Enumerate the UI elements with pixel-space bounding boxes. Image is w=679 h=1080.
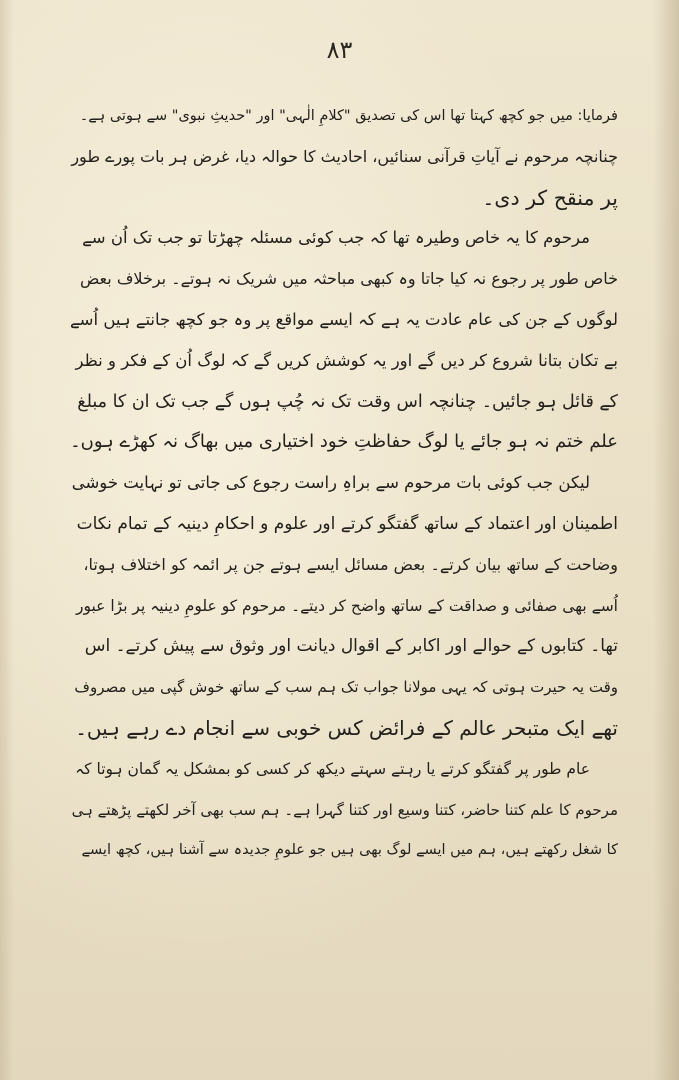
text-line: اُسے بھی صفائی و صداقت کے ساتھ واضح کر دیتے۔ مرحوم کو علومِ دینیہ پر بڑا عبور	[75, 596, 618, 615]
text-line: بے تکان بتانا شروع کر دیں گے اور یہ کوشش کریں گے کہ لوگ اُن کے فکر و نظر	[75, 350, 618, 370]
text-line: اطمینان اور اعتماد کے ساتھ گفتگو کرتے اور علوم و احکامِ دینیہ کے تمام نکات	[76, 513, 618, 534]
text-line: خاص طور پر رجوع نہ کیا جاتا وہ کبھی مباحثہ میں شریک نہ ہوتے۔ برخلاف بعض	[79, 269, 618, 289]
text-line: فرمایا: میں جو کچھ کہتا تھا اس کی تصدیق "کلامِ الٰہی" اور "حدیثِ نبوی" سے ہوتی ہے۔	[79, 108, 618, 124]
text-line: وقت یہ حیرت ہوتی کہ یہی مولانا جواب تک ہم سب کے ساتھ خوش گپی میں مصروف	[74, 678, 618, 697]
text-line: علم ختم نہ ہو جائے یا لوگ حفاظتِ خود اختیاری میں بھاگ نہ کھڑے ہوں۔	[70, 431, 618, 453]
text-line: مرحوم کا علم کتنا حاضر، کتنا وسیع اور کتنا گہرا ہے۔ ہم سب بھی آخر لکھتے پڑھتے ہی	[71, 800, 618, 819]
text-line: پر منقح کر دی۔	[482, 185, 618, 210]
page-number: ۸۳	[326, 36, 353, 64]
text-line: وضاحت کے ساتھ بیان کرتے۔ بعض مسائل ایسے ہوتے جن پر ائمہ کو اختلاف ہوتا،	[83, 554, 618, 574]
text-line: چنانچہ مرحوم نے آیاتِ قرآنی سنائیں، احادیث کا حوالہ دیا، غرض ہر بات پورے طور	[71, 146, 618, 166]
body-text	[70, 96, 618, 871]
text-line: مرحوم کا یہ خاص وطیرہ تھا کہ جب کوئی مسئلہ چھڑتا تو جب تک اُن سے	[82, 228, 590, 248]
text-line: لیکن جب کوئی بات مرحوم سے براہِ راست رجوع کی جاتی تو نہایت خوشی	[71, 473, 590, 493]
text-line: تھا۔ کتابوں کے حوالے اور اکابر کے اقوال دیانت اور وثوق سے پیش کرتے۔ اس	[84, 636, 618, 657]
page-edge-shadow-right	[653, 0, 679, 1080]
text-line: کا شغل رکھتے ہیں، ہم میں ایسے لوگ بھی ہیں جو علومِ جدیدہ سے آشنا ہیں، کچھ ایسے	[81, 842, 618, 859]
text-line: لوگوں کے جن کی عام عادت یہ ہے کہ ایسے مواقع پر وہ جو کچھ جانتے ہیں اُسے	[70, 309, 618, 329]
text-line: تھے ایک متبحر عالم کے فرائض کس خوبی سے انجام دے رہے ہیں۔	[75, 715, 618, 740]
text-line: کے قائل ہو جائیں۔ چنانچہ اس وقت تک نہ چُپ ہوں گے جب تک ان کا مبلغ	[77, 391, 618, 412]
text-line: عام طور پر گفتگو کرتے یا رہتے سہتے دیکھ کر کسی کو بمشکل یہ گمان ہوتا کہ	[75, 759, 590, 778]
page-edge-shadow-left	[0, 0, 14, 1080]
